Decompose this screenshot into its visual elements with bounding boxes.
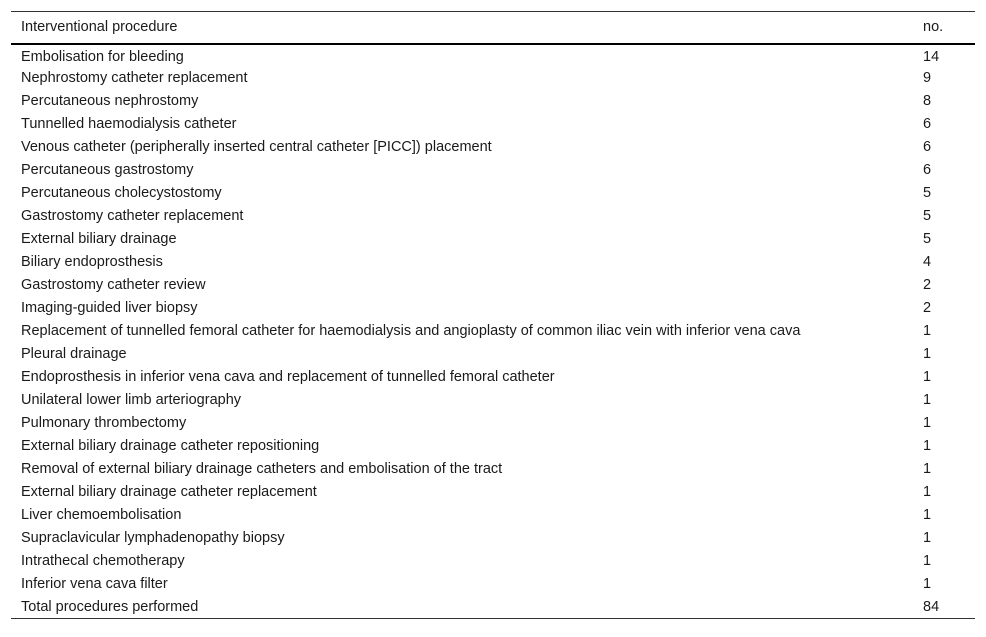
count-cell: 1 xyxy=(923,576,932,592)
count-cell: 8 xyxy=(923,93,932,109)
procedure-cell: Pleural drainage xyxy=(21,346,127,362)
procedure-cell: Gastrostomy catheter review xyxy=(21,277,206,293)
procedure-cell: Percutaneous cholecystostomy xyxy=(21,185,222,201)
table-row xyxy=(11,343,975,366)
procedure-cell: Imaging-guided liver biopsy xyxy=(21,300,198,316)
procedures-table xyxy=(11,11,975,619)
count-cell: 9 xyxy=(923,70,932,86)
header-row xyxy=(11,12,975,44)
total-row xyxy=(11,596,975,619)
table-row xyxy=(11,228,975,251)
table-row xyxy=(11,90,975,113)
procedures-table-container xyxy=(11,11,975,619)
table-row xyxy=(11,44,975,67)
count-cell: 1 xyxy=(923,484,932,500)
table-row xyxy=(11,274,975,297)
procedure-cell: Unilateral lower limb arteriography xyxy=(21,392,242,408)
count-cell: 84 xyxy=(913,596,975,619)
procedure-cell: Venous catheter (peripherally inserted central catheter [PICC]) placement xyxy=(21,139,492,155)
procedure-cell: Biliary endoprosthesis xyxy=(21,254,163,270)
count-cell: 5 xyxy=(923,231,932,247)
procedure-cell: Removal of external biliary drainage catheters and embolisation of the tract xyxy=(21,461,503,477)
count-cell: 1 xyxy=(923,507,932,523)
procedure-cell: Tunnelled haemodialysis catheter xyxy=(21,116,237,132)
count-cell: 5 xyxy=(923,185,932,201)
procedure-cell: Gastrostomy catheter replacement xyxy=(21,208,244,224)
count-cell: 1 xyxy=(923,461,932,477)
table-row xyxy=(11,458,975,481)
count-cell: 4 xyxy=(923,254,932,270)
table-row xyxy=(11,527,975,550)
procedure-cell: External biliary drainage xyxy=(21,231,177,247)
count-cell: 1 xyxy=(923,415,932,431)
count-cell: 2 xyxy=(923,300,932,316)
procedure-cell: Intrathecal chemotherapy xyxy=(21,553,185,569)
table-row xyxy=(11,297,975,320)
procedure-cell: Total procedures performed xyxy=(11,596,913,619)
table-body xyxy=(11,44,975,619)
table-header xyxy=(11,12,975,44)
count-cell: 6 xyxy=(923,116,932,132)
table-row xyxy=(11,412,975,435)
column-header-procedure: Interventional procedure xyxy=(11,12,913,44)
table-row xyxy=(11,504,975,527)
procedure-cell: Endoprosthesis in inferior vena cava and replacement of tunnelled femoral catheter xyxy=(21,369,555,385)
count-cell: 6 xyxy=(923,162,932,178)
count-cell: 1 xyxy=(923,323,932,339)
table-row xyxy=(11,320,975,343)
count-cell: 1 xyxy=(923,438,932,454)
table-row xyxy=(11,389,975,412)
procedure-cell: External biliary drainage catheter repositioning xyxy=(21,438,320,454)
count-cell: 1 xyxy=(923,553,932,569)
procedure-cell: Replacement of tunnelled femoral catheter for haemodialysis and angioplasty of common iliac vein with inferior vena cava xyxy=(21,323,801,339)
procedure-cell: Percutaneous nephrostomy xyxy=(21,93,199,109)
table-row xyxy=(11,205,975,228)
procedure-cell: Percutaneous gastrostomy xyxy=(21,162,194,178)
table-row xyxy=(11,182,975,205)
table-row xyxy=(11,67,975,90)
procedure-cell: Inferior vena cava filter xyxy=(21,576,168,592)
table-row xyxy=(11,136,975,159)
count-cell: 1 xyxy=(923,530,932,546)
count-cell: 6 xyxy=(923,139,932,155)
table-row xyxy=(11,366,975,389)
count-cell: 1 xyxy=(923,369,932,385)
procedure-cell: Supraclavicular lymphadenopathy biopsy xyxy=(21,530,285,546)
table-row xyxy=(11,481,975,504)
table-row xyxy=(11,113,975,136)
table-row xyxy=(11,550,975,573)
table-row xyxy=(11,435,975,458)
procedure-cell: Nephrostomy catheter replacement xyxy=(21,70,248,86)
procedure-cell: External biliary drainage catheter replacement xyxy=(21,484,317,500)
count-cell: 1 xyxy=(923,346,932,362)
count-cell: 5 xyxy=(923,208,932,224)
table-row xyxy=(11,251,975,274)
table-row xyxy=(11,159,975,182)
count-cell: 1 xyxy=(923,392,932,408)
count-cell: 2 xyxy=(923,277,932,293)
column-header-count: no. xyxy=(913,12,975,44)
count-cell: 14 xyxy=(923,48,940,65)
procedure-cell: Embolisation for bleeding xyxy=(21,48,184,65)
procedure-cell: Pulmonary thrombectomy xyxy=(21,415,187,431)
procedure-cell: Liver chemoembolisation xyxy=(21,507,182,523)
table-row xyxy=(11,573,975,596)
